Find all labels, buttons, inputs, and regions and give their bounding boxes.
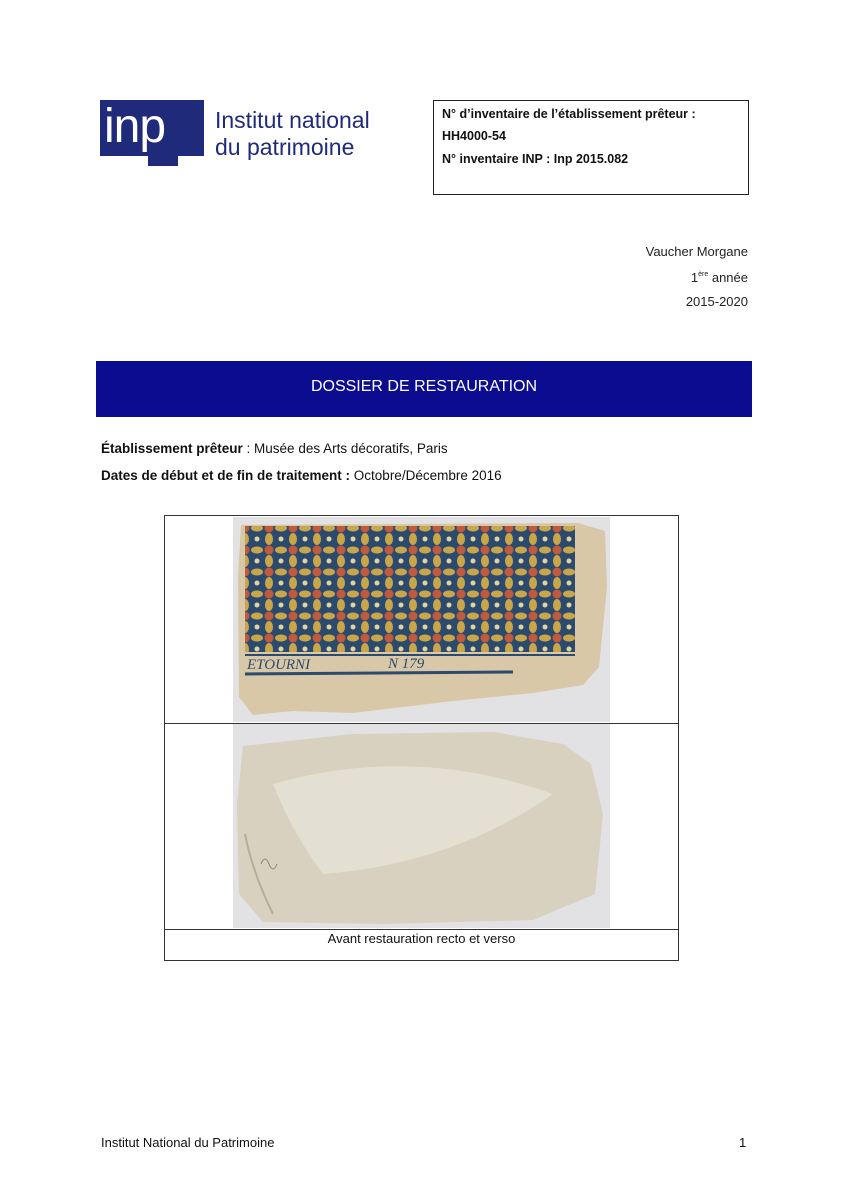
author-name: Vaucher Morgane	[645, 244, 748, 259]
inp-inventory-number: N° inventaire INP : Inp 2015.082	[442, 152, 629, 166]
footer-institution: Institut National du Patrimoine	[101, 1135, 275, 1150]
recto-inscription-right: N 179	[388, 656, 425, 672]
dates-value: Octobre/Décembre 2016	[350, 468, 502, 483]
title-banner	[96, 361, 752, 417]
study-year-suffix: ère	[698, 271, 709, 278]
lender-value: : Musée des Arts décoratifs, Paris	[242, 441, 448, 456]
document-title: DOSSIER DE RESTAURATION	[310, 378, 538, 395]
dates-line	[101, 468, 502, 483]
lender-inventory-number: HH4000-54	[442, 129, 506, 143]
logo-block	[100, 100, 204, 156]
page-number: 1	[739, 1135, 747, 1150]
study-period: 2015-2020	[685, 294, 748, 309]
study-year	[691, 270, 748, 285]
lender-line	[101, 441, 448, 456]
recto-photo	[233, 517, 610, 722]
figure-divider	[165, 929, 678, 930]
recto-inscription-left: ETOURNI	[247, 657, 311, 673]
lender-inventory-label: N° d’inventaire de l’établissement prêteur :	[442, 107, 696, 121]
logo-name-line2: du patrimoine	[215, 134, 355, 160]
figure-table	[164, 515, 679, 961]
study-year-number: 1	[690, 270, 699, 285]
recto-wallpaper-image	[233, 517, 610, 722]
dates-label: Dates de début et de fin de traitement :	[101, 468, 351, 483]
inp-logo	[100, 100, 390, 166]
logo-mark: inp	[104, 100, 166, 153]
logo-name-line1: Institut national	[215, 107, 370, 133]
inventory-box	[433, 100, 749, 195]
verso-photo	[233, 724, 610, 928]
lender-label: Établissement prêteur	[101, 441, 243, 456]
figure-caption: Avant restauration recto et verso	[327, 931, 516, 946]
study-year-word: année	[708, 270, 748, 285]
verso-wallpaper-image	[233, 724, 610, 928]
logo-block-tab	[148, 156, 178, 166]
